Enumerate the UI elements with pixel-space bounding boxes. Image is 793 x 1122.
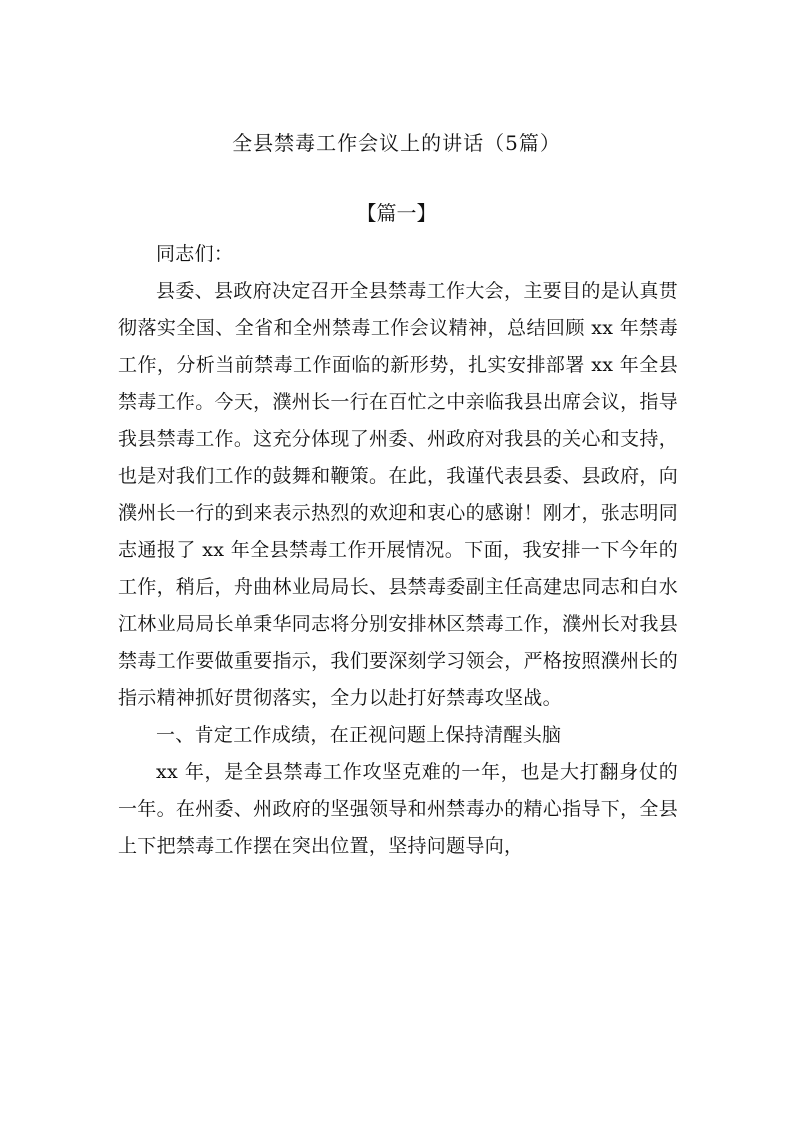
salutation: 同志们： <box>156 243 234 265</box>
section-label: 【篇一】 <box>356 201 437 225</box>
paragraph: xx 年，是全县禁毒工作攻坚克难的一年，也是大打翻身仗的一年。在州委、州政府的坚强领导和州禁毒办的精心指导下，全县上下把禁毒工作摆在突出位置，坚持问题导向， <box>118 761 678 857</box>
document-body <box>118 236 678 865</box>
paragraph: 县委、县政府决定召开全县禁毒工作大会，主要目的是认真贯彻落实全国、全省和全州禁毒工作会议精神，总结回顾 xx 年禁毒工作，分析当前禁毒工作面临的新形势，扎实安排部署 xx 年全县禁毒工作。今天，濮州长一行在百忙之中亲临我县出席会议，指导我县禁毒工作。这充分体现了州委、州政府对我县的关心和支持，也是对我们工作的鼓舞和鞭策。在此，我谨代表县委、县政府，向濮州长一行的到来表示热烈的欢迎和衷心的感谢！刚才，张志明同志通报了 xx 年全县禁毒工作开展情况。下面，我安排一下今年的工作，稍后，舟曲林业局局长、县禁毒委副主任高建忠同志和白水江林业局局长单秉华同志将分别安排林区禁毒工作，濮州长对我县禁毒工作要做重要指示，我们要深刻学习领会，严格按照濮州长的指示精神抓好贯彻落实，全力以赴打好禁毒攻坚战。 <box>118 280 678 709</box>
document-title: 全县禁毒工作会议上的讲话（5篇） <box>232 131 561 155</box>
subsection-heading: 一、肯定工作成绩，在正视问题上保持清醒头脑 <box>156 724 562 746</box>
